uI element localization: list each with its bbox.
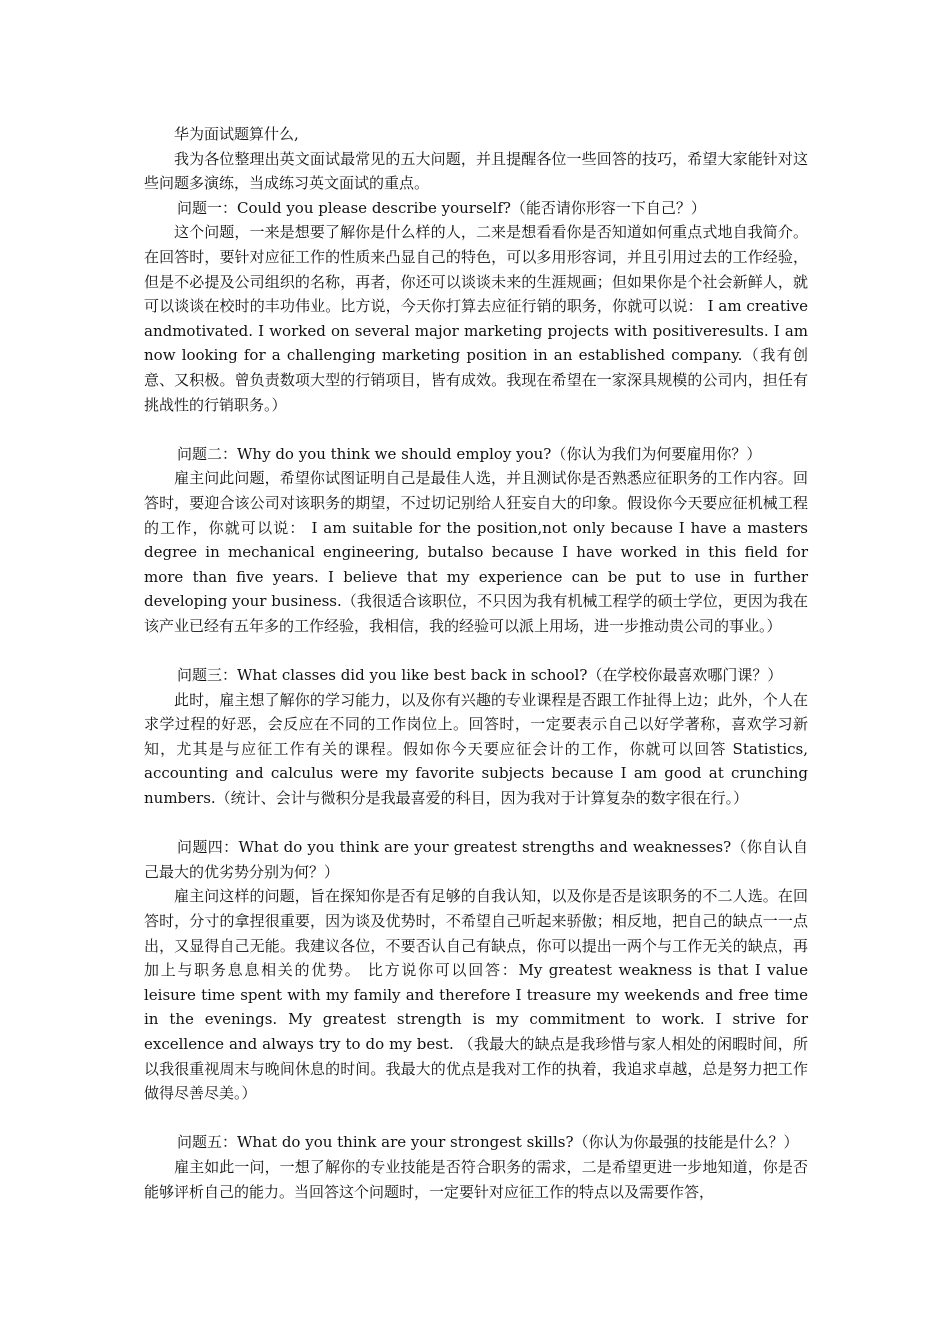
question-4: 问题四：What do you think are your greatest strengths and weaknesses?（你自认自己最大的优劣势分别为何？） [144, 838, 808, 881]
answer-3: 此时，雇主想了解你的学习能力，以及你有兴趣的专业课程是否跟工作扯得上边；此外，个人在求学过程的好恶，会反应在不同的工作岗位上。回答时，一定要表示自己以好学著称，喜欢学习新知，尤其是与应征工作有关的课程。假如你今天要应征会计的工作，你就可以回答 Statistics, accounting and calculus were my favorite subjects because I am good at crunching numbers.（统计、会计与微积分是我最喜爱的科目，因为我对于计算复杂的数字很在行。） [144, 690, 808, 808]
answer-5: 雇主如此一问，一想了解你的专业技能是否符合职务的需求，二是希望更进一步地知道，你是否能够评析自己的能力。当回答这个问题时，一定要针对应征工作的特点以及需要作答， [144, 1157, 808, 1201]
question-2: 问题二：Why do you think we should employ you?（你认为我们为何要雇用你？） [177, 444, 762, 463]
question-1: 问题一：Could you please describe yourself?（能否请你形容一下自己？） [177, 198, 706, 217]
intro-paragraph: 我为各位整理出英文面试最常见的五大问题，并且提醒各位一些回答的技巧，希望大家能针对这些问题多演练，当成练习英文面试的重点。 [144, 149, 808, 193]
answer-1: 这个问题，一来是想要了解你是什么样的人，二来是想看看你是否知道如何重点式地自我简介。在回答时，要针对应征工作的性质来凸显自己的特色，可以多用形容词，并且引用过去的工作经验，但是不必提及公司组织的名称，再者，你还可以谈谈未来的生涯规画；但如果你是个社会新鲜人，就可以谈谈在校时的丰功伟业。比方说，今天你打算去应征行销的职务，你就可以说： I am creative andmotivated. I worked on several major marketing projects with positiveresults. I am now looking for a challenging marketing position in an established company.（我有创意、又积极。曾负责数项大型的行销项目，皆有成效。我现在希望在一家深具规模的公司内，担任有挑战性的行销职务。） [144, 223, 808, 414]
answer-4: 雇主问这样的问题，旨在探知你是否有足够的自我认知，以及你是否是该职务的不二人选。在回答时，分寸的拿捏很重要，因为谈及优势时，不希望自己听起来骄傲；相反地，把自己的缺点一一点出，又显得自己无能。我建议各位，不要否认自己有缺点，你可以提出一两个与工作无关的缺点，再加上与职务息息相关的优势。 比方说你可以回答：My greatest weakness is that I value leisure time spent with my family and therefore I treasure my weekends and free time in the evenings. My greatest strength is my commitment to work. I strive for excellence and always try to do my best. （我最大的缺点是我珍惜与家人相处的闲暇时间，所以我很重视周末与晚间休息的时间。我最大的优点是我对工作的执着，我追求卓越，总是努力把工作做得尽善尽美。） [144, 887, 808, 1103]
paragraph-spacer [144, 638, 808, 663]
paragraph-spacer [144, 1106, 808, 1131]
answer-2: 雇主问此问题，希望你试图证明自己是最佳人选，并且测试你是否熟悉应征职务的工作内容。回答时，要迎合该公司对该职务的期望，不过切记别给人狂妄自大的印象。假设你今天要应征机械工程的工作，你就可以说： I am suitable for the position,not only because I have a masters degree in mechanical engineering, butalso because I have worked in this field for more than five years. I believe that my experience can be put to use in further developing your business.（我很适合该职位，不只因为我有机械工程学的硕士学位，更因为我在该产业已经有五年多的工作经验，我相信，我的经验可以派上用场，进一步推动贵公司的事业。） [144, 469, 808, 635]
document-title: 华为面试题算什么, [174, 125, 299, 143]
question-3: 问题三：What classes did you like best back in school?（在学校你最喜欢哪门课？） [177, 666, 783, 685]
document-body [144, 122, 808, 1204]
question-5: 问题五：What do you think are your strongest skills?（你认为你最强的技能是什么？） [177, 1133, 799, 1152]
paragraph-spacer [144, 417, 808, 442]
paragraph-spacer [144, 811, 808, 836]
